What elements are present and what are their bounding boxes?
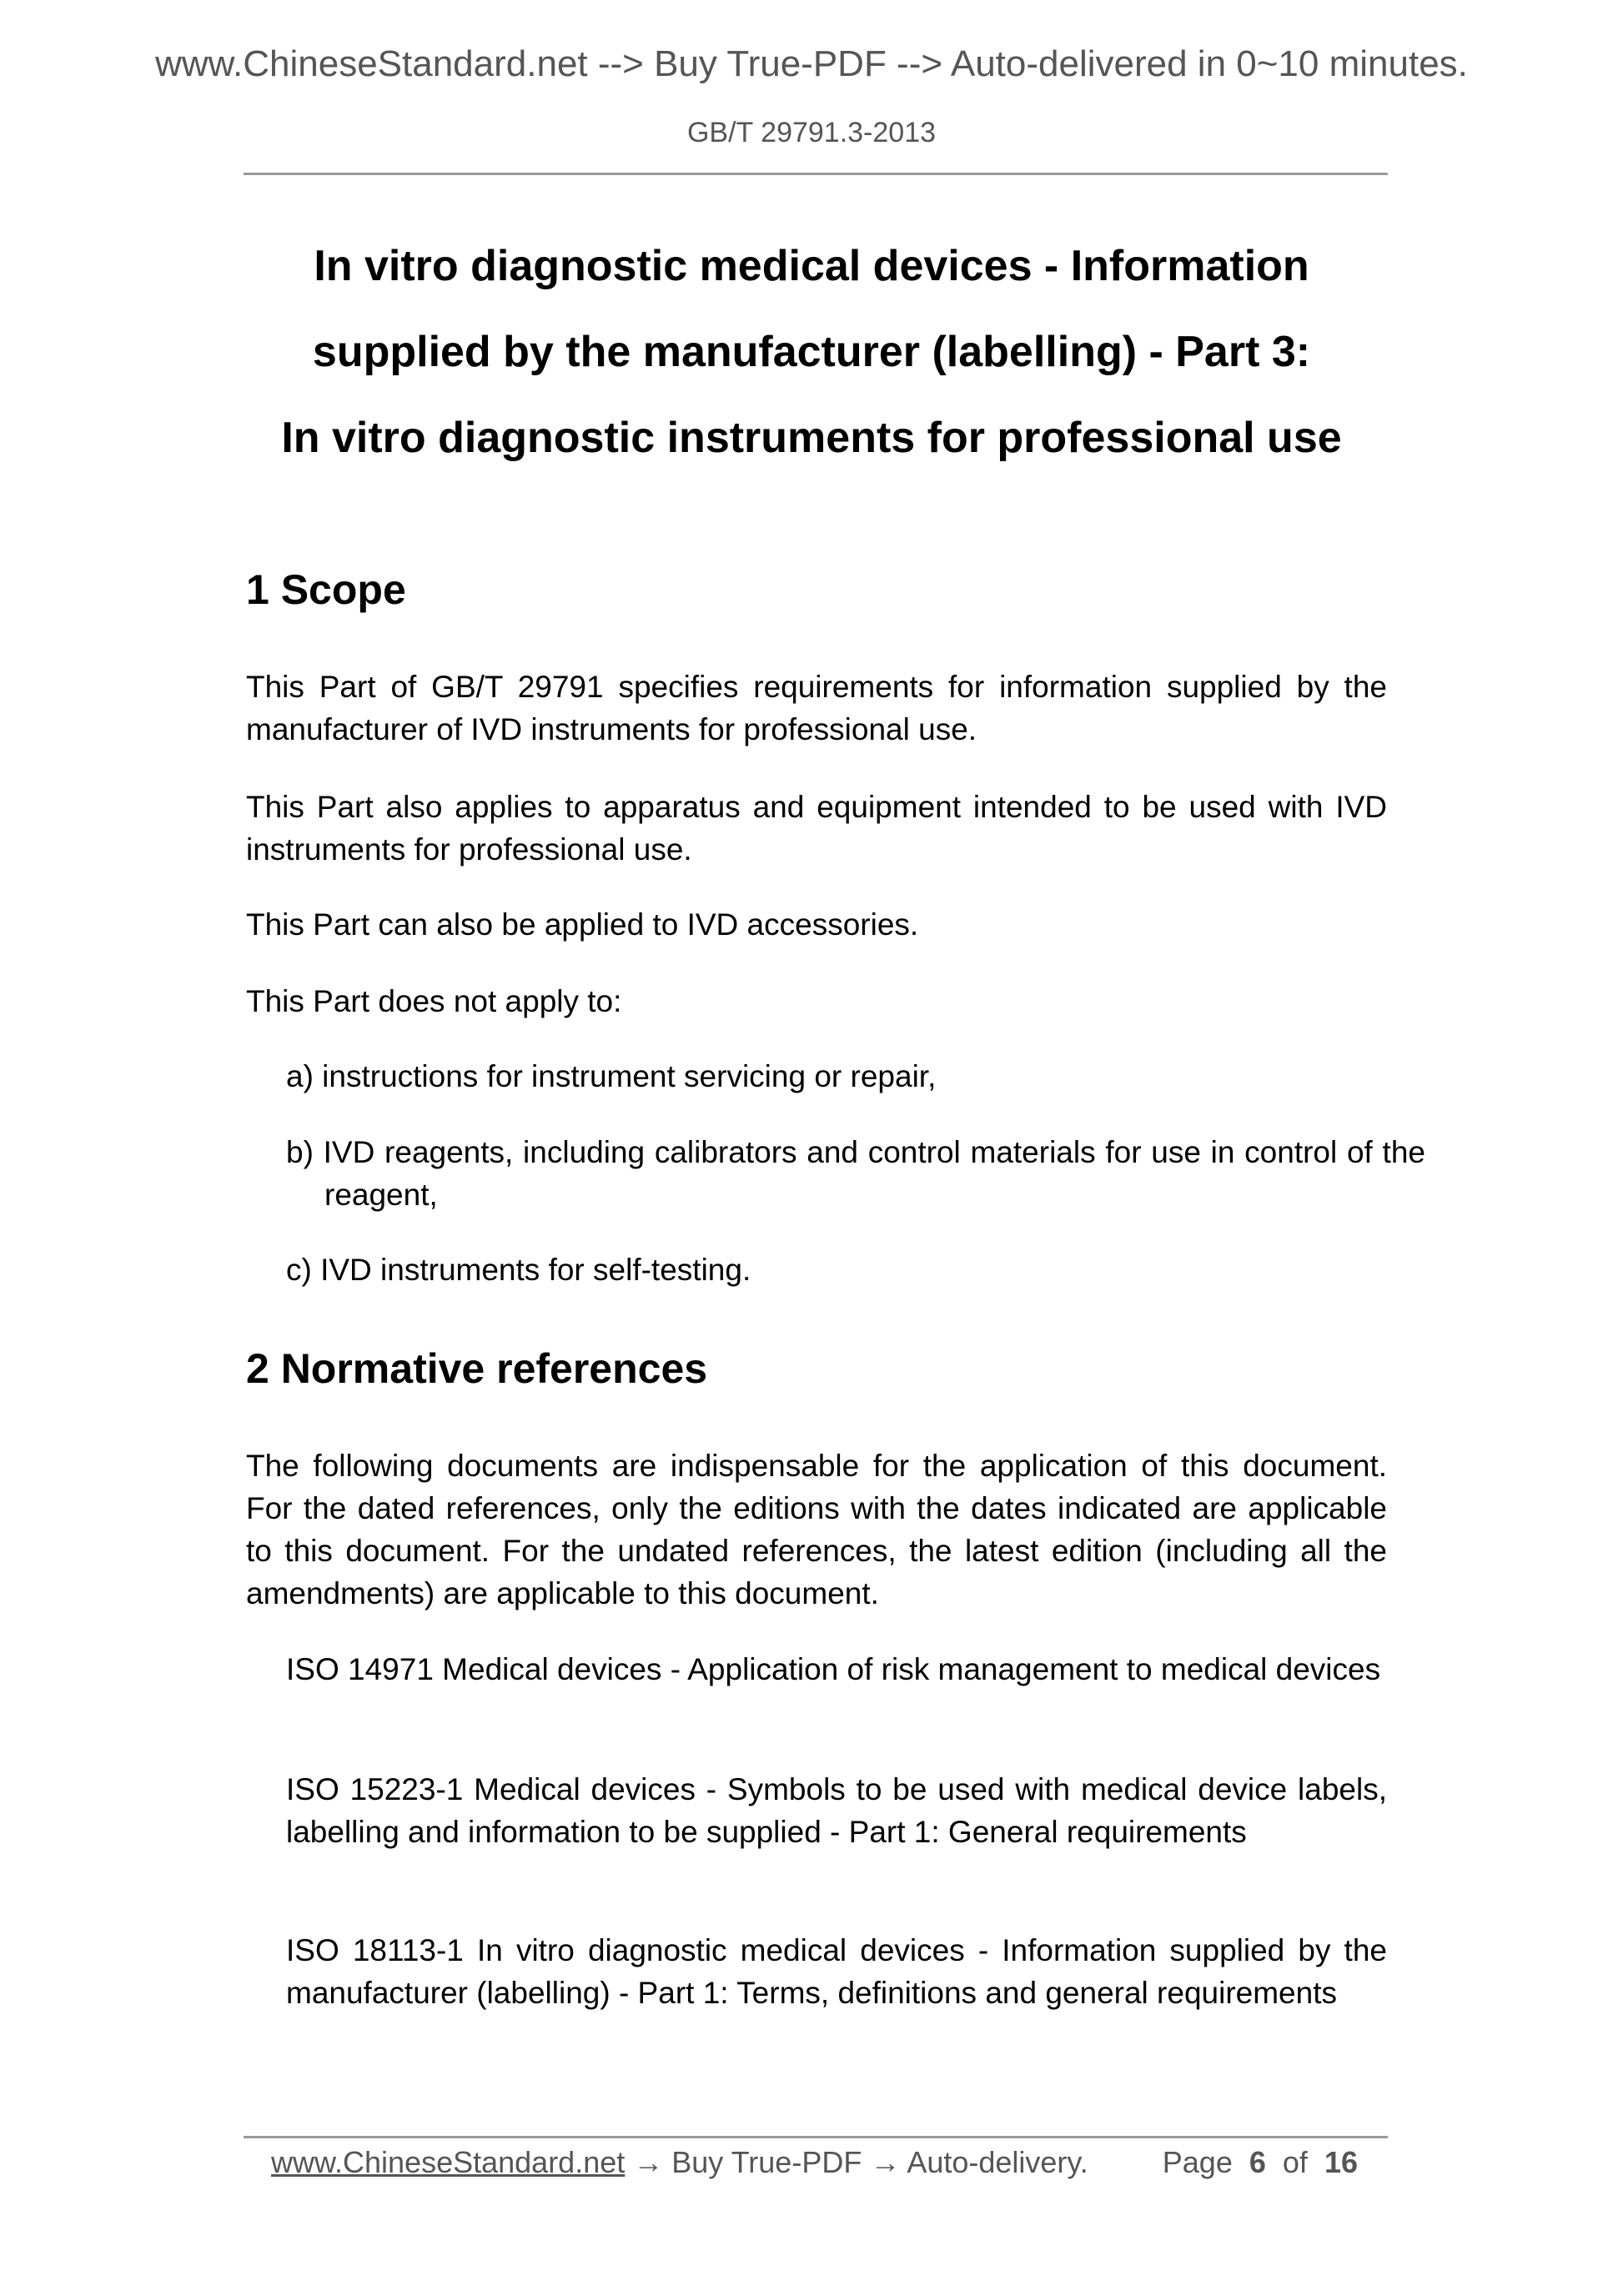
footer-divider [244,2136,1388,2138]
page-indicator [1163,2145,1358,2180]
list-item: c) IVD instruments for self-testing. [286,1253,751,1287]
section-heading-scope: 1 Scope [246,566,406,613]
list-item: a) instructions for instrument servicing or repair, [286,1059,937,1093]
paragraph: This Part also applies to apparatus and equipment intended to be used with IVD instruments for professional use. [246,790,1387,867]
footer-text: → Buy True-PDF → Auto-delivery. [625,2145,1088,2179]
list-item: b) IVD reagents, including calibrators and control materials for use in control of the reagent, [286,1135,1425,1212]
reference-item: ISO 14971 Medical devices - Application of risk management to medical devices [286,1652,1381,1686]
paragraph: This Part can also be applied to IVD accessories. [246,907,919,942]
title-line: In vitro diagnostic instruments for professional use [281,414,1342,462]
title-line: supplied by the manufacturer (labelling) - Part 3: [312,328,1311,376]
footer-promo [271,2145,1088,2180]
site-link[interactable]: www.ChineseStandard.net [271,2145,626,2179]
of-label: of [1282,2145,1308,2179]
title-line: In vitro diagnostic medical devices - Information [314,242,1309,290]
page-footer [271,2145,1358,2180]
paragraph: This Part of GB/T 29791 specifies requirements for information supplied by the manufacturer of IVD instruments for professional use. [246,670,1387,746]
header-divider [244,173,1388,175]
section-heading-normative-references: 2 Normative references [246,1345,708,1392]
document-number: GB/T 29791.3-2013 [686,117,937,148]
paragraph: The following documents are indispensable for the application of this document. For the dated references, only the editions with the dates indicated are applicable to this document. For the undated references, the latest edition (including all the amendments) are applicable to this document. [246,1449,1387,1610]
total-pages: 16 [1324,2145,1358,2179]
paragraph: This Part does not apply to: [246,984,622,1018]
site-banner: www.ChineseStandard.net --> Buy True-PDF --> Auto-delivered in 0~10 minutes. [155,43,1468,84]
page-label: Page [1162,2145,1233,2179]
reference-item: ISO 15223-1 Medical devices - Symbols to be used with medical device labels, labelling and information to be supplied - Part 1: General requirements [286,1772,1387,1849]
reference-item: ISO 18113-1 In vitro diagnostic medical devices - Information supplied by the manufacturer (labelling) - Part 1: Terms, definitions and general requirements [286,1933,1387,2010]
current-page: 6 [1249,2145,1266,2179]
document-title [167,224,1456,481]
